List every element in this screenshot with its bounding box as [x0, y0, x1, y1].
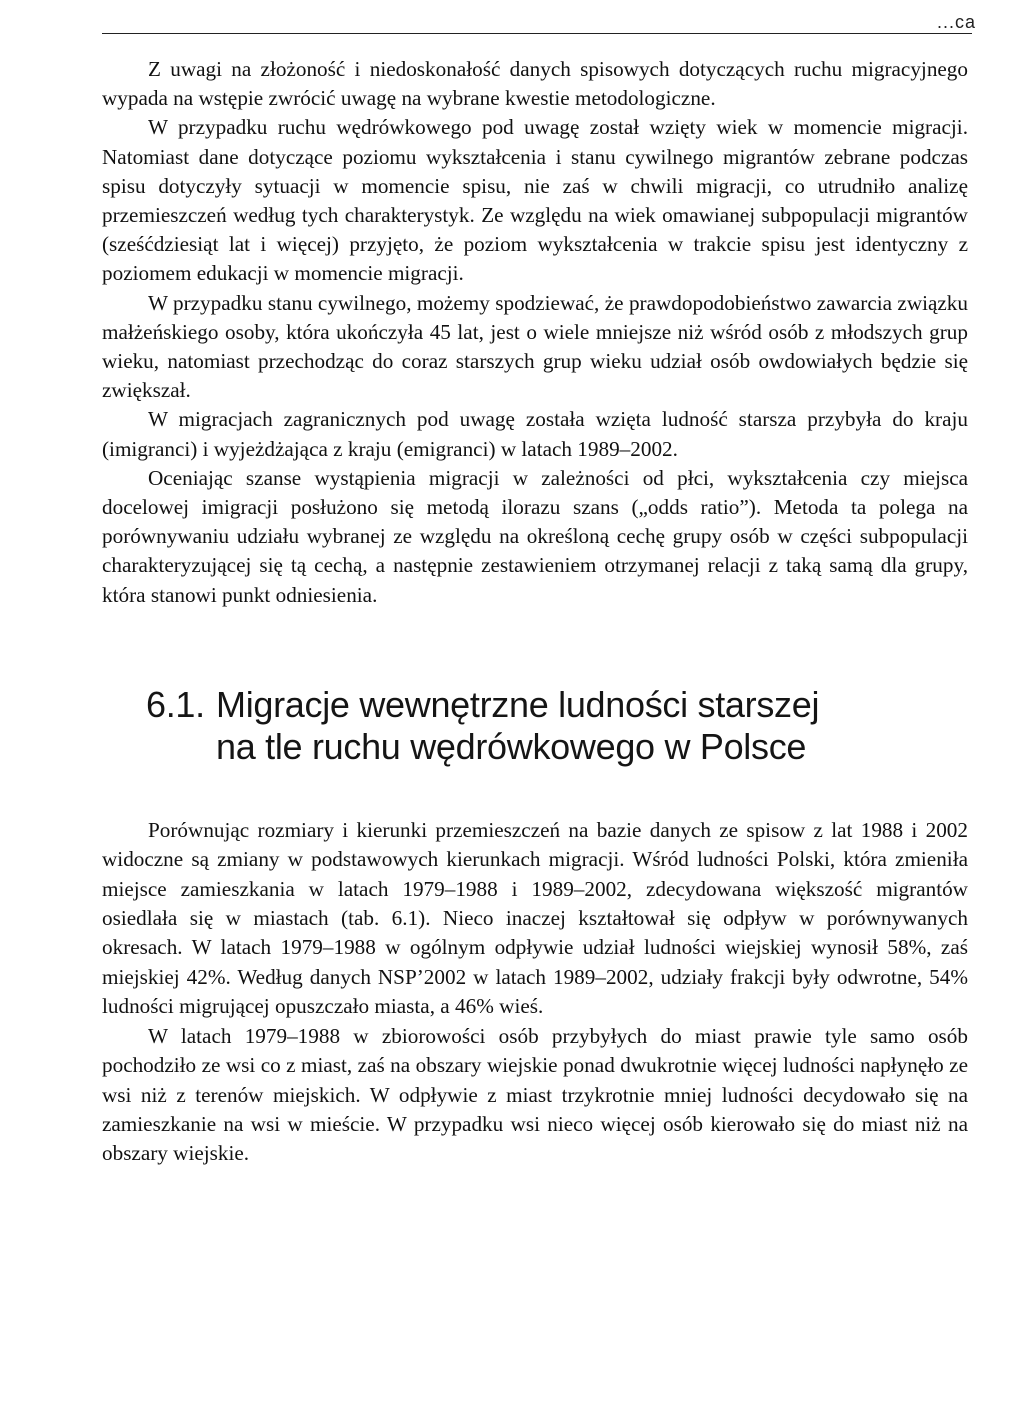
paragraph-urban-rural-flows: W latach 1979–1988 w zbiorowości osób przybyłych do miast prawie tyle samo osób pochodziło ze wsi co z miast, zaś na obszary wiejskie ponad dwukrotnie więcej ludności napłynęło ze wsi niż z terenów miejskich. W odpływie z miast trzykrotnie mniej ludności decydowało się na zamieszkanie na wsi w mieście. W przypadku wsi nieco więcej osób kierowało się do miast niż na obszary wiejskie. [102, 1023, 968, 1166]
paragraph-methodology-intro: Z uwagi na złożoność i niedoskonałość danych spisowych dotyczących ruchu migracyjnego wypada na wstępie zwrócić uwagę na wybrane kwestie metodologiczne. [102, 57, 968, 111]
section-title-line-1: Migracje wewnętrzne ludności starszej [216, 683, 820, 725]
paragraph-marital-status: W przypadku stanu cywilnego, możemy spodziewać, że prawdopodobieństwo zawarcia związku małżeńskiego osoby, która ukończyła 45 lat, jest o wiele mniejsze niż wśród osób z młodszych grup wieku, natomiast przechodząc do coraz starszych grup wieku udział osób owdowiałych będzie się zwiększał. [102, 290, 968, 403]
paragraph-international-migration: W migracjach zagranicznych pod uwagę została wzięta ludność starsza przybyła do kraju (imigranci) i wyjeżdżająca z kraju (emigranci) w latach 1989–2002. [102, 407, 968, 461]
section-title-line-2: na tle ruchu wędrówkowego w Polsce [216, 725, 807, 767]
intro-section [102, 55, 968, 610]
section-title [216, 684, 819, 768]
running-head: ...ca [936, 12, 976, 32]
paragraph-odds-ratio: Oceniając szanse wystąpienia migracji w zależności od płci, wykształcenia czy miejsca docelowej imigracji posłużono się metodą ilorazu szans („odds ratio”). Metoda ta polega na porównywaniu udziału wybranej ze względu na określoną cechę grupy osób w części subpopulacji charakteryzującej się tą cechą, a następnie zestawieniem otrzymanej relacji z taką samą dla grupy, która stanowi punkt odniesienia. [102, 465, 968, 607]
section-body [102, 816, 968, 1169]
page-body [102, 55, 968, 1169]
section-heading [146, 684, 968, 768]
paragraph-migration-directions: Porównując rozmiary i kierunki przemieszczeń na bazie danych ze spisow z lat 1988 i 2002 widoczne są zmiany w podstawowych kierunkach migracji. Wśród ludności Polski, która zmieniła miejsce zamieszkania w latach 1979–1988 i 1989–2002, zdecydowana większość migrantów osiedlała się w miastach (tab. 6.1). Nieco inaczej kształtował się odpływ w porównywanych okresach. W latach 1979–1988 w ogólnym odpływie udział ludności wiejskiej wynosił 58%, zaś miejskiej 42%. Według danych NSP’2002 w latach 1989–2002, udziały frakcji były odwrotne, 54% ludności migrującej opuszczało miasta, a 46% wieś. [102, 817, 968, 1019]
paragraph-age-at-migration: W przypadku ruchu wędrówkowego pod uwagę został wzięty wiek w momencie migracji. Natomiast dane dotyczące poziomu wykształcenia i stanu cywilnego migrantów zebrane podczas spisu dotyczyły sytuacji w momencie spisu, nie zaś w chwili migracji, co utrudniło analizę przemieszczeń według tych charakterystyk. Ze względu na wiek omawianej subpopulacji migrantów (sześćdziesiąt lat i więcej) przyjęto, że poziom wykształcenia w trakcie spisu jest identyczny z poziomem edukacji w momencie migracji. [102, 115, 968, 286]
section-number: 6.1. [146, 683, 205, 725]
header-rule [102, 33, 972, 34]
